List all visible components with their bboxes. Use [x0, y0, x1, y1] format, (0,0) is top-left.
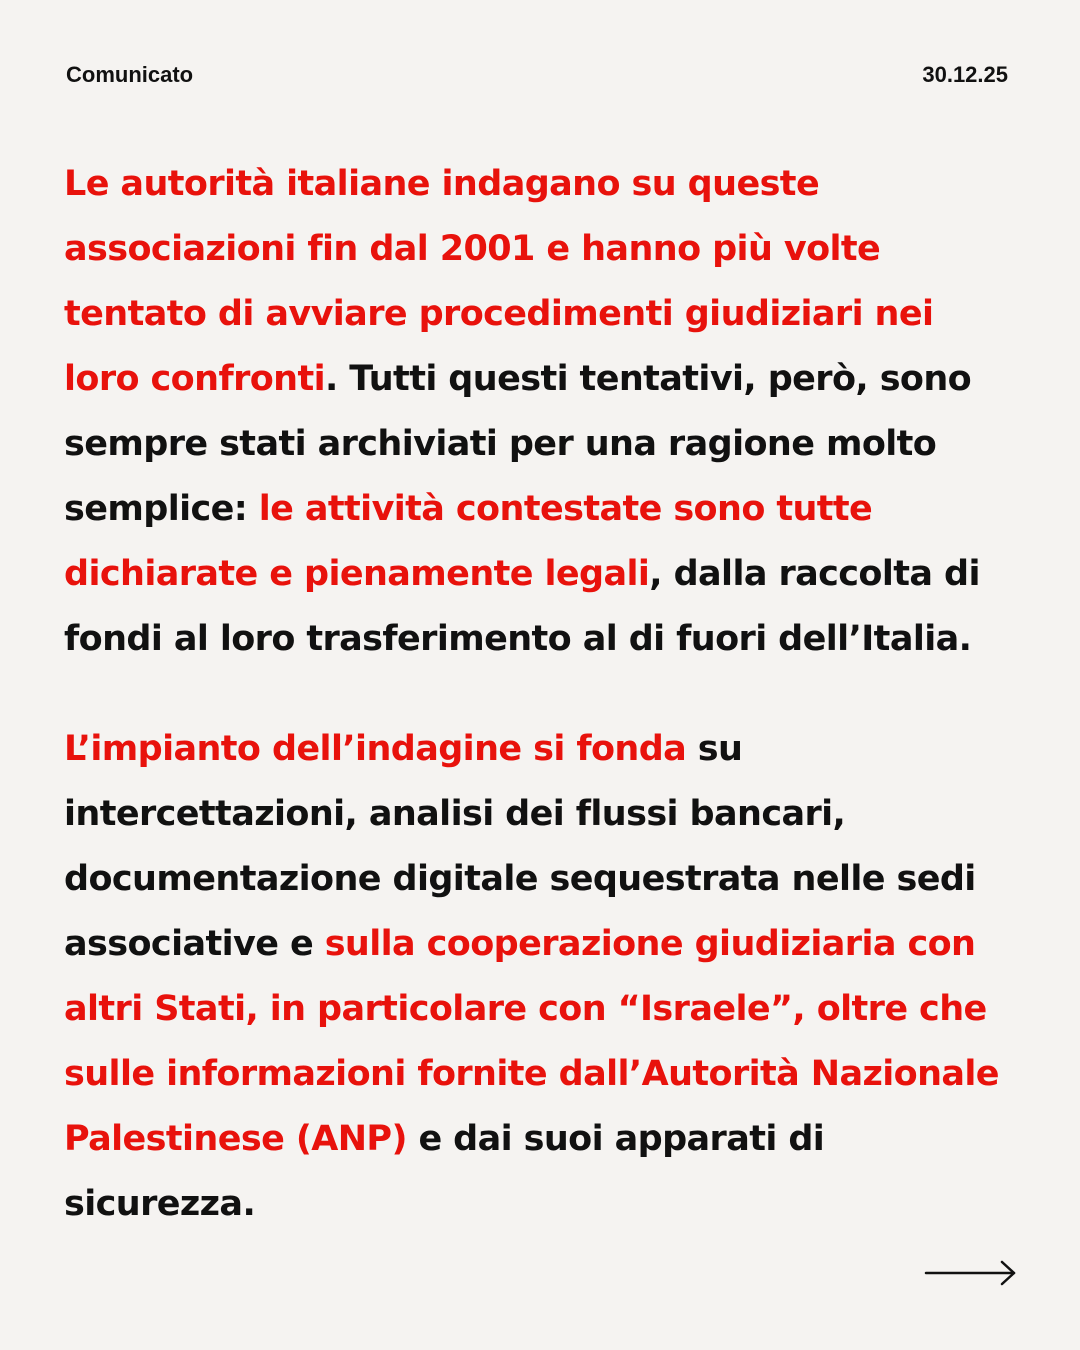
body-text: su intercettazioni, analisi dei flussi bancari, documentazione digitale sequestrata nelle sedi associative e: [64, 729, 976, 964]
post-body: [64, 152, 1019, 1237]
body-text: e dai suoi apparati di sicurezza.: [64, 1119, 825, 1224]
highlight-text: le attività contestate sono tutte dichiarate e pienamente legali: [64, 489, 873, 594]
highlight-text: L’impianto dell’indagine si fonda: [64, 729, 687, 769]
body-text: , dalla raccolta di fondi al loro trasferimento al di fuori dell’Italia.: [64, 554, 980, 659]
body-text: . Tutti questi tentativi, però, sono sempre stati archiviati per una ragione molto semplice:: [64, 359, 972, 529]
post-label: Comunicato: [66, 62, 194, 87]
arrow-right-icon[interactable]: [924, 1258, 1018, 1288]
highlight-text: sulla cooperazione giudiziaria con altri Stati, in particolare con “Israele”, oltre che sulle informazioni fornite dall’Autorità Nazionale Palestinese (ANP): [64, 924, 999, 1159]
paragraph-1: [64, 152, 1019, 672]
paragraph-2: [64, 717, 1019, 1237]
highlight-text: Le autorità italiane indagano su queste associazioni fin dal 2001 e hanno più volte tentato di avviare procedimenti giudiziari nei loro confronti: [64, 164, 934, 399]
header: [66, 62, 1008, 88]
post-date: 30.12.25: [922, 62, 1008, 87]
